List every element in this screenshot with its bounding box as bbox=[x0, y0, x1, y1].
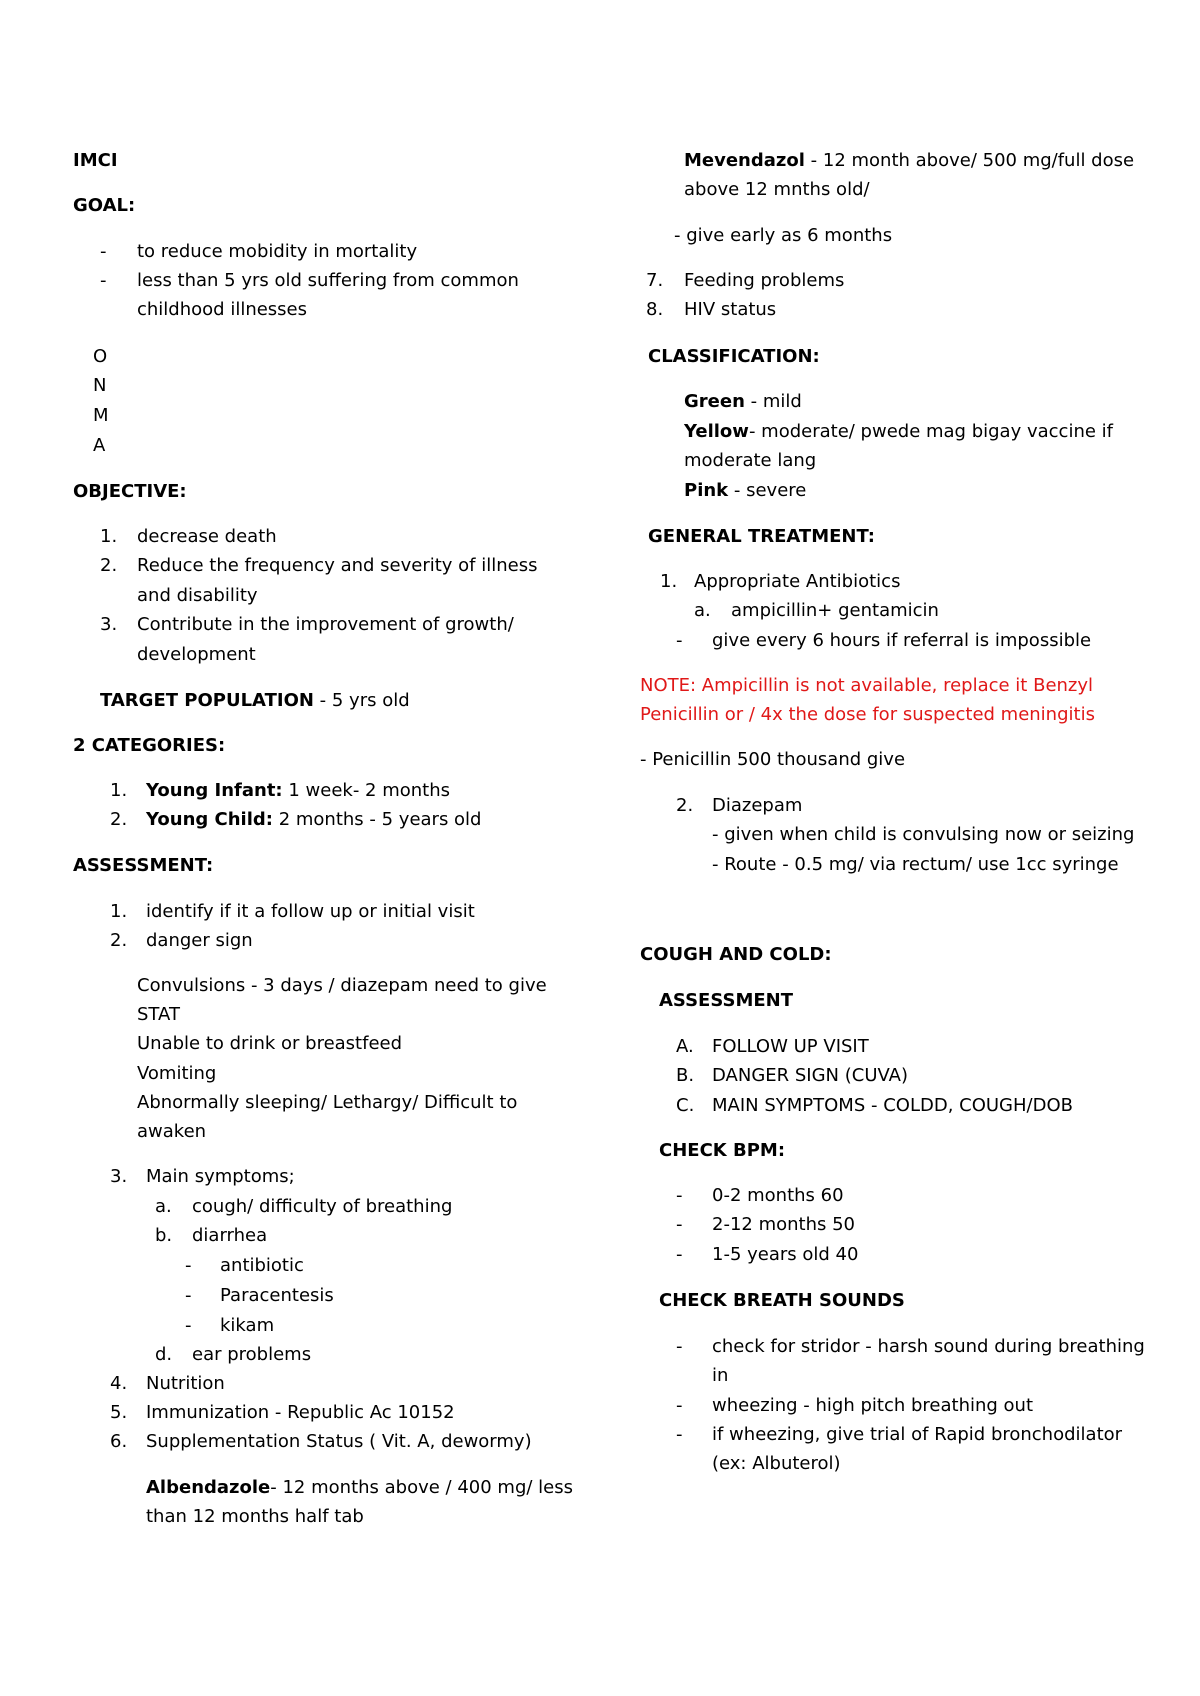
bullet-dash: - bbox=[100, 241, 107, 262]
objective-item-cont: development bbox=[137, 644, 256, 665]
treatment-item: Diazepam bbox=[712, 795, 803, 816]
classification-item-cont: moderate lang bbox=[684, 450, 817, 471]
target-label: TARGET POPULATION bbox=[100, 690, 314, 711]
list-number: 5. bbox=[110, 1402, 128, 1423]
list-number: 6. bbox=[110, 1431, 128, 1452]
note-warning: NOTE: Ampicillin is not available, replace it Benzyl bbox=[640, 675, 1094, 696]
symptom-item: ear problems bbox=[192, 1344, 312, 1365]
diarrhea-item: antibiotic bbox=[220, 1255, 304, 1276]
classification-item bbox=[684, 482, 806, 500]
give-early-note: - give early as 6 months bbox=[674, 225, 893, 246]
assessment-item: HIV status bbox=[684, 299, 777, 320]
bullet-dash: - bbox=[676, 1336, 683, 1357]
diazepam-note: - Route - 0.5 mg/ via rectum/ use 1cc syringe bbox=[712, 854, 1119, 875]
list-letter: a. bbox=[155, 1196, 172, 1217]
list-letter: C. bbox=[676, 1095, 695, 1116]
diarrhea-item: kikam bbox=[220, 1315, 275, 1336]
breath-item-cont: (ex: Albuterol) bbox=[712, 1453, 841, 1474]
cc-assessment-item: FOLLOW UP VISIT bbox=[712, 1036, 869, 1057]
danger-sign: Unable to drink or breastfeed bbox=[137, 1033, 403, 1054]
objective-item: Contribute in the improvement of growth/ bbox=[137, 614, 514, 635]
treatment-item: Appropriate Antibiotics bbox=[694, 571, 901, 592]
list-number: 3. bbox=[110, 1166, 128, 1187]
category-label: Young Infant: bbox=[146, 780, 283, 801]
classification-item bbox=[684, 393, 802, 411]
list-number: 2. bbox=[110, 930, 128, 951]
onma-letter: N bbox=[93, 375, 107, 396]
assessment-item: identify if it a follow up or initial visit bbox=[146, 901, 475, 922]
list-number: 1. bbox=[110, 901, 128, 922]
penicillin-note: - Penicillin 500 thousand give bbox=[640, 749, 906, 770]
bpm-item: 1-5 years old 40 bbox=[712, 1244, 859, 1265]
list-letter: b. bbox=[155, 1225, 173, 1246]
general-treatment-heading: GENERAL TREATMENT: bbox=[648, 526, 875, 547]
diazepam-note: - given when child is convulsing now or seizing bbox=[712, 824, 1135, 845]
albendazole-cont: than 12 months half tab bbox=[146, 1506, 364, 1527]
bullet-dash: - bbox=[676, 1244, 683, 1265]
bpm-item: 2-12 months 50 bbox=[712, 1214, 855, 1235]
symptom-item: cough/ difficulty of breathing bbox=[192, 1196, 453, 1217]
danger-sign: Convulsions - 3 days / diazepam need to give bbox=[137, 975, 547, 996]
assessment-item: Feeding problems bbox=[684, 270, 845, 291]
classification-value: - severe bbox=[728, 480, 807, 501]
onma-letter: M bbox=[93, 405, 109, 426]
category-label: Young Child: bbox=[146, 809, 273, 830]
danger-sign-cont: STAT bbox=[137, 1004, 180, 1025]
assessment-item: Main symptoms; bbox=[146, 1166, 295, 1187]
list-number: 1. bbox=[110, 780, 128, 801]
assessment-heading: ASSESSMENT: bbox=[73, 855, 214, 876]
cc-assessment-item: MAIN SYMPTOMS - COLDD, COUGH/DOB bbox=[712, 1095, 1073, 1116]
classification-heading: CLASSIFICATION: bbox=[648, 346, 820, 367]
albendazole-line bbox=[146, 1479, 573, 1497]
list-number: 2. bbox=[100, 555, 118, 576]
danger-sign-cont: awaken bbox=[137, 1121, 207, 1142]
assessment-item: Nutrition bbox=[146, 1373, 225, 1394]
bullet-dash: - bbox=[676, 630, 683, 651]
cough-cold-heading: COUGH AND COLD: bbox=[640, 944, 832, 965]
bullet-dash: - bbox=[676, 1185, 683, 1206]
classification-value: - mild bbox=[744, 391, 802, 412]
breath-sounds-heading: CHECK BREATH SOUNDS bbox=[659, 1290, 905, 1311]
breath-item: check for stridor - harsh sound during breathing bbox=[712, 1336, 1145, 1357]
list-number: 4. bbox=[110, 1373, 128, 1394]
list-letter: a. bbox=[694, 600, 711, 621]
treatment-subitem: ampicillin+ gentamicin bbox=[731, 600, 939, 621]
onma-letter: O bbox=[93, 346, 108, 367]
breath-item-cont: in bbox=[712, 1365, 729, 1386]
assessment-item: Immunization - Republic Ac 10152 bbox=[146, 1402, 455, 1423]
category-item bbox=[146, 782, 450, 800]
objective-heading: OBJECTIVE: bbox=[73, 481, 187, 502]
list-number: 3. bbox=[100, 614, 118, 635]
note-warning-cont: Penicillin or / 4x the dose for suspected meningitis bbox=[640, 704, 1095, 725]
list-letter: B. bbox=[676, 1065, 695, 1086]
bullet-dash: - bbox=[676, 1424, 683, 1445]
bullet-dash: - bbox=[185, 1285, 192, 1306]
albendazole-label: Albendazole bbox=[146, 1477, 271, 1498]
doc-title: IMCI bbox=[73, 150, 118, 171]
objective-item: decrease death bbox=[137, 526, 277, 547]
list-number: 8. bbox=[646, 299, 664, 320]
category-item bbox=[146, 811, 482, 829]
assessment-item: danger sign bbox=[146, 930, 253, 951]
danger-sign: Vomiting bbox=[137, 1063, 217, 1084]
danger-sign: Abnormally sleeping/ Lethargy/ Difficult to bbox=[137, 1092, 518, 1113]
list-number: 1. bbox=[100, 526, 118, 547]
bullet-dash: - bbox=[100, 270, 107, 291]
bpm-heading: CHECK BPM: bbox=[659, 1140, 786, 1161]
classification-value: - moderate/ pwede mag bigay vaccine if bbox=[748, 421, 1113, 442]
classification-label: Pink bbox=[684, 480, 729, 501]
breath-item: if wheezing, give trial of Rapid bronchodilator bbox=[712, 1424, 1123, 1445]
list-letter: d. bbox=[155, 1344, 173, 1365]
list-number: 1. bbox=[660, 571, 678, 592]
goal-item: to reduce mobidity in mortality bbox=[137, 241, 418, 262]
list-number: 2. bbox=[676, 795, 694, 816]
cc-assessment-heading: ASSESSMENT bbox=[659, 990, 794, 1011]
list-letter: A. bbox=[676, 1036, 694, 1057]
goal-item-cont: childhood illnesses bbox=[137, 299, 308, 320]
goal-heading: GOAL: bbox=[73, 195, 136, 216]
mevendazol-cont: above 12 mnths old/ bbox=[684, 179, 870, 200]
category-value: 1 week- 2 months bbox=[282, 780, 451, 801]
cc-assessment-item: DANGER SIGN (CUVA) bbox=[712, 1065, 909, 1086]
albendazole-value: - 12 months above / 400 mg/ less bbox=[270, 1477, 573, 1498]
list-number: 7. bbox=[646, 270, 664, 291]
classification-label: Green bbox=[684, 391, 745, 412]
objective-item-cont: and disability bbox=[137, 585, 258, 606]
goal-item: less than 5 yrs old suffering from common bbox=[137, 270, 519, 291]
target-value: - 5 yrs old bbox=[313, 690, 410, 711]
list-number: 2. bbox=[110, 809, 128, 830]
categories-heading: 2 CATEGORIES: bbox=[73, 735, 226, 756]
bullet-dash: - bbox=[676, 1395, 683, 1416]
onma-letter: A bbox=[93, 435, 106, 456]
bpm-item: 0-2 months 60 bbox=[712, 1185, 844, 1206]
classification-label: Yellow bbox=[684, 421, 749, 442]
diarrhea-item: Paracentesis bbox=[220, 1285, 334, 1306]
symptom-item: diarrhea bbox=[192, 1225, 268, 1246]
treatment-subitem: give every 6 hours if referral is impossible bbox=[712, 630, 1092, 651]
assessment-item: Supplementation Status ( Vit. A, dewormy) bbox=[146, 1431, 532, 1452]
target-population bbox=[100, 692, 410, 710]
bullet-dash: - bbox=[676, 1214, 683, 1235]
classification-item bbox=[684, 423, 1113, 441]
breath-item: wheezing - high pitch breathing out bbox=[712, 1395, 1034, 1416]
mevendazol-value: - 12 month above/ 500 mg/full dose bbox=[804, 150, 1135, 171]
objective-item: Reduce the frequency and severity of illness bbox=[137, 555, 538, 576]
bullet-dash: - bbox=[185, 1315, 192, 1336]
bullet-dash: - bbox=[185, 1255, 192, 1276]
category-value: 2 months - 5 years old bbox=[272, 809, 482, 830]
mevendazol-line bbox=[684, 152, 1134, 170]
mevendazol-label: Mevendazol bbox=[684, 150, 805, 171]
